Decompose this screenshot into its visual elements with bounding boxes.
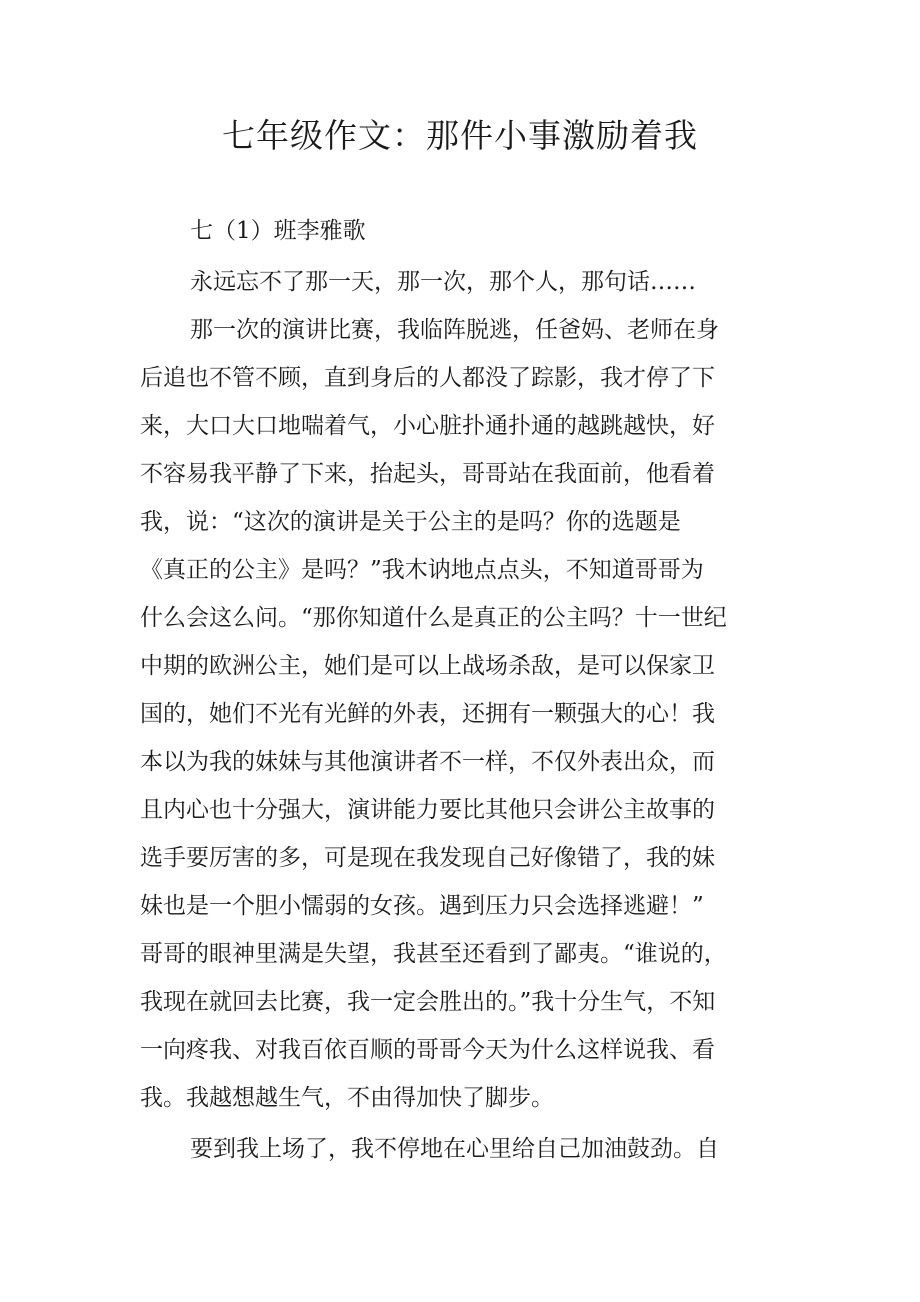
text-line: 什么会这么问。“那你知道什么是真正的公主吗？十一世纪 bbox=[140, 605, 727, 631]
author-line: 七（1）班李雅歌 bbox=[190, 218, 366, 244]
text-line: 《真正的公主》是吗？”我木讷地点点头，不知道哥哥为 bbox=[140, 557, 704, 583]
text-line: 一向疼我、对我百依百顺的哥哥今天为什么这样说我、看 bbox=[140, 1037, 715, 1063]
text-line: 我，说：“这次的演讲是关于公主的是吗？你的选题是 bbox=[140, 509, 681, 535]
text-line: 中期的欧洲公主，她们是可以上战场杀敌，是可以保家卫 bbox=[140, 653, 715, 679]
text-line: 后追也不管不顾，直到身后的人都没了踪影，我才停了下 bbox=[140, 365, 715, 391]
document-title: 七年级作文：那件小事激励着我 bbox=[222, 116, 698, 155]
text-line: 且内心也十分强大，演讲能力要比其他只会讲公主故事的 bbox=[140, 797, 715, 823]
text-line: 来，大口大口地喘着气，小心脏扑通扑通的越跳越快，好 bbox=[140, 413, 715, 439]
text-line: 选手要厉害的多，可是现在我发现自己好像错了，我的妹 bbox=[140, 845, 715, 871]
text-line: 妹也是一个胆小懦弱的女孩。遇到压力只会选择逃避！” bbox=[140, 893, 704, 919]
text-line: 那一次的演讲比赛，我临阵脱逃，任爸妈、老师在身 bbox=[190, 317, 719, 343]
text-line: 要到我上场了，我不停地在心里给自己加油鼓劲。自 bbox=[190, 1136, 719, 1162]
text-line: 国的，她们不光有光鲜的外表，还拥有一颗强大的心！我 bbox=[140, 701, 715, 727]
text-line: 本以为我的妹妹与其他演讲者不一样，不仅外表出众，而 bbox=[140, 749, 715, 775]
text-line: 我现在就回去比赛，我一定会胜出的。”我十分生气，不知 bbox=[140, 989, 716, 1015]
text-line: 不容易我平静了下来，抬起头，哥哥站在我面前，他看着 bbox=[140, 461, 715, 487]
text-line: 永远忘不了那一天，那一次，那个人，那句话…… bbox=[190, 269, 696, 295]
text-line: 哥哥的眼神里满是失望，我甚至还看到了鄙夷。“谁说的， bbox=[140, 941, 727, 967]
text-line: 我。我越想越生气，不由得加快了脚步。 bbox=[140, 1085, 554, 1111]
